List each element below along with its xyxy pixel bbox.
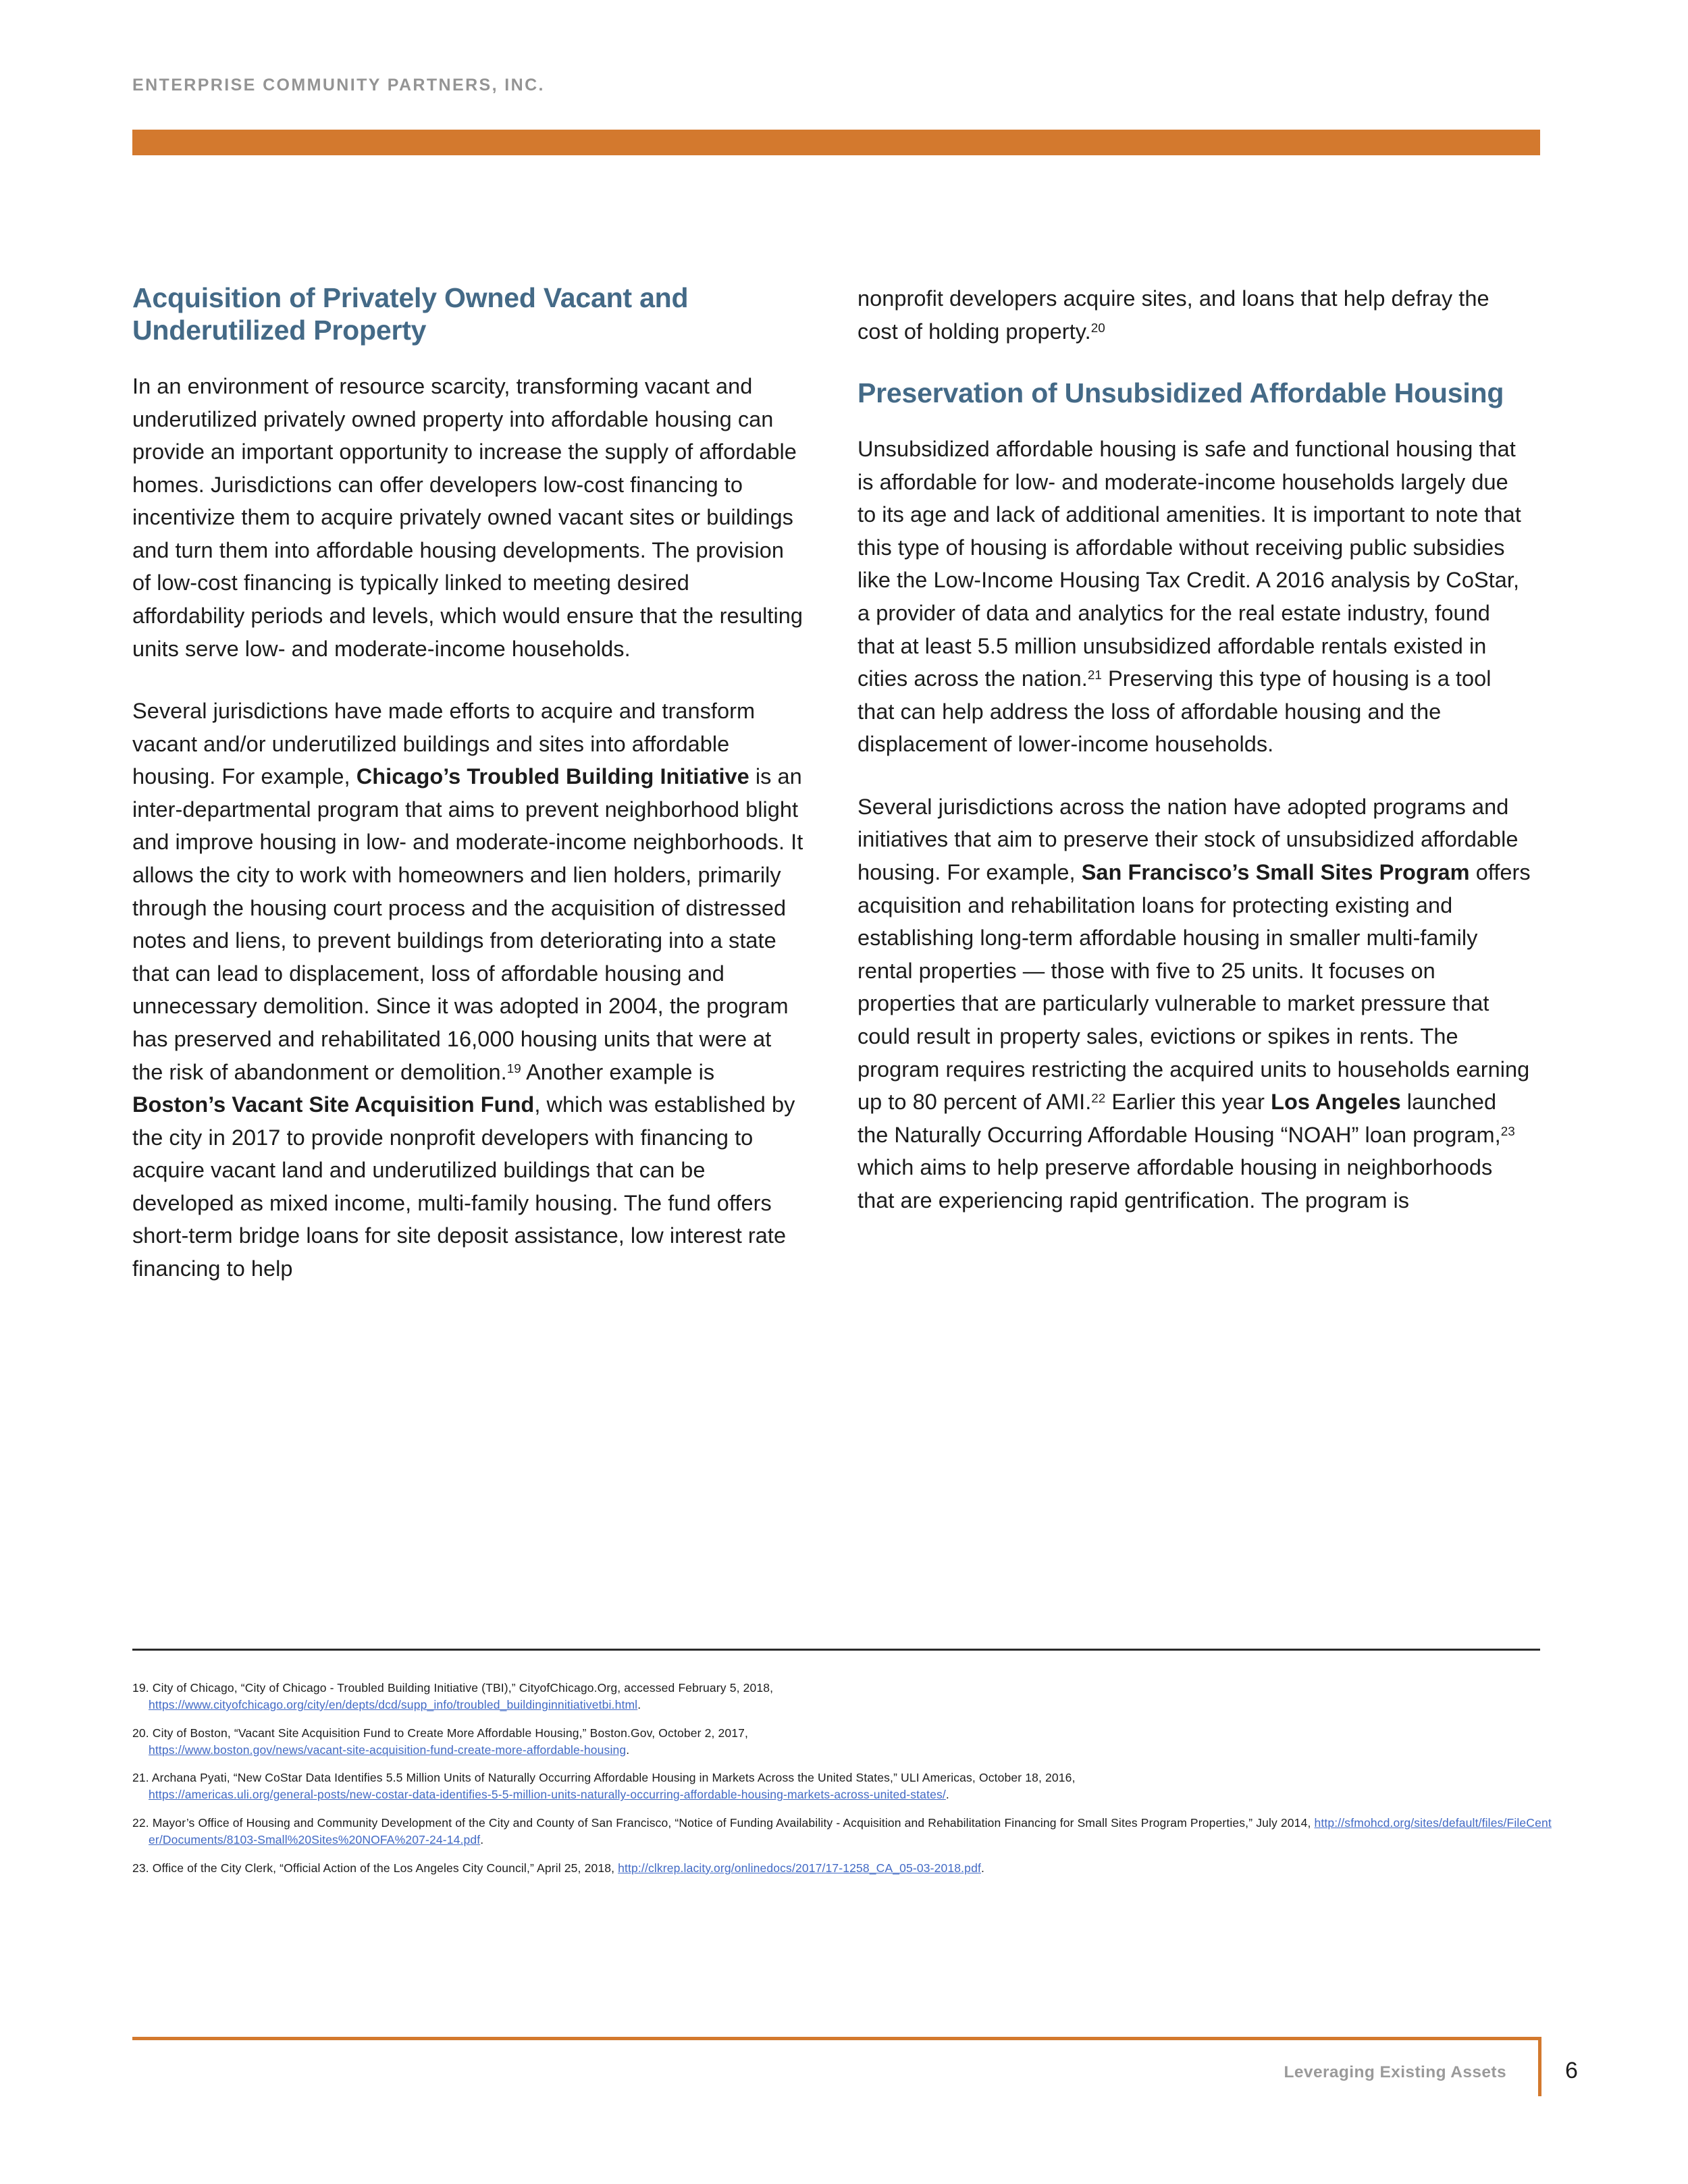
left-p2-bold-chicago: Chicago’s Troubled Building Initiative bbox=[356, 764, 749, 789]
left-p2-text-3: Another example is bbox=[521, 1059, 715, 1084]
footnote-url-suffix: . bbox=[626, 1742, 630, 1757]
right-paragraph-1 bbox=[858, 282, 1533, 348]
footnote-23 bbox=[132, 1860, 1557, 1877]
right-paragraph-3 bbox=[858, 791, 1533, 1217]
left-p2-text-2: is an inter-departmental program that aims to prevent neighborhood blight and improve housing in low- and moderate-income neighborhoods. It allows the city to work with homeowners and lien holders, primarily through the housing court process and the acquisition of distressed notes and liens, to prevent buildings from deteriorating into a state that can lead to displacement, loss of affordable housing and unnecessary demolition. Since it was adopted in 2004, the program has preserved and rehabilitated 16,000 housing units that were at the risk of abandonment or demolition. bbox=[132, 764, 803, 1084]
footnote-ref-22: 22 bbox=[1091, 1091, 1106, 1106]
footnote-url-line bbox=[149, 1742, 1557, 1759]
footnotes-list bbox=[132, 1680, 1557, 1888]
footnotes-separator-rule bbox=[132, 1649, 1540, 1651]
footer-section-label: Leveraging Existing Assets bbox=[1284, 2063, 1506, 2081]
footnote-20 bbox=[132, 1725, 1557, 1759]
footnote-url-suffix: . bbox=[945, 1788, 949, 1802]
left-p2-text-4: , which was established by the city in 2017 to provide nonprofit developers with financing to acquire vacant land and underutilized buildings that can be developed as mixed income, multi-family housing. The fund offers short-term bridge loans for site deposit assistance, low interest rate financing to help bbox=[132, 1092, 795, 1281]
footnote-number: 21. bbox=[132, 1771, 152, 1785]
footnote-text: Mayor’s Office of Housing and Community Development of the City and County of San Francisco, “Notice of Funding Availability - Acquisition and Rehabilitation Financing for Small Sites Program Properties,” July 2014, bbox=[152, 1816, 1315, 1830]
footnote-url[interactable]: https://www.cityofchicago.org/city/en/depts/dcd/supp_info/troubled_buildinginnitiativetbi.html bbox=[149, 1697, 638, 1711]
left-p2-bold-boston: Boston’s Vacant Site Acquisition Fund bbox=[132, 1092, 535, 1117]
right-p3-bold-san-francisco: San Francisco’s Small Sites Program bbox=[1081, 860, 1470, 885]
footnote-ref-20: 20 bbox=[1090, 320, 1105, 335]
right-p3-text-1: Several jurisdictions across the nation have adopted programs and initiatives that aim to preserve their stock of unsubsidized affordable housing. For example, bbox=[858, 794, 1519, 885]
right-paragraph-2 bbox=[858, 433, 1533, 761]
left-section-heading: Acquisition of Privately Owned Vacant and Underutilized Property bbox=[132, 282, 689, 346]
footnote-ref-21: 21 bbox=[1087, 668, 1102, 683]
right-section-heading: Preservation of Unsubsidized Affordable Housing bbox=[858, 377, 1504, 409]
footnote-url-suffix: . bbox=[980, 1861, 984, 1875]
footnote-ref-23: 23 bbox=[1500, 1123, 1515, 1138]
page-number: 6 bbox=[1565, 2058, 1578, 2083]
footer-orange-rule bbox=[132, 2037, 1540, 2040]
footnote-text: City of Chicago, “City of Chicago - Troubled Building Initiative (TBI),” CityofChicago.Org, accessed February 5, 2018, bbox=[152, 1681, 774, 1695]
footnote-19 bbox=[132, 1680, 1557, 1713]
footnote-url[interactable]: http://sfmohcd.org/sites/default/files/FileCenter/Documents/8103-Small%20Sites%20NOFA%207-24-14.pdf bbox=[149, 1816, 1552, 1846]
footnote-url-line bbox=[149, 1697, 1557, 1713]
footnote-ref-19: 19 bbox=[506, 1061, 521, 1075]
right-p3-text-2: offers acquisition and rehabilitation loans for protecting existing and establishing long-term affordable housing in smaller multi-family rental properties — those with five to 25 units. It focuses on properties that are particularly vulnerable to market pressure that could result in property sales, evictions or spikes in rents. The program requires restricting the acquired units to households earning up to 80 percent of AMI. bbox=[858, 860, 1531, 1115]
right-p3-text-4: launched the Naturally Occurring Affordable Housing “NOAH” loan program, bbox=[858, 1090, 1501, 1147]
right-p3-text-5: which aims to help preserve affordable housing in neighborhoods that are experiencing rapid gentrification. The program is bbox=[858, 1155, 1493, 1213]
footnote-number: 20. bbox=[132, 1726, 153, 1740]
footnote-text: Archana Pyati, “New CoStar Data Identifies 5.5 Million Units of Naturally Occurring Affordable Housing in Markets Across the United States,” ULI Americas, October 18, 2016, bbox=[151, 1771, 1076, 1785]
right-p1-text: nonprofit developers acquire sites, and loans that help defray the cost of holding property. bbox=[858, 286, 1489, 344]
left-paragraph-1: In an environment of resource scarcity, transforming vacant and underutilized privately owned property into affordable housing can provide an important opportunity to increase the supply of affordable homes. Jurisdictions can offer developers low-cost financing to incentivize them to acquire privately owned vacant sites or buildings and turn them into affordable housing developments. The provision of low-cost financing is typically linked to meeting desired affordability periods and levels, which would ensure that the resulting units serve low- and moderate-income households. bbox=[132, 373, 803, 661]
footnote-url-suffix: . bbox=[637, 1697, 641, 1711]
left-p2-text-1: Several jurisdictions have made efforts to acquire and transform vacant and/or underutilized buildings and sites into affordable housing. For example, bbox=[132, 699, 756, 789]
footnote-number: 23. bbox=[132, 1861, 153, 1875]
left-text-column bbox=[132, 282, 808, 1285]
right-p2-text-1: Unsubsidized affordable housing is safe and functional housing that is affordable for low- and moderate-income households largely due to its age and lack of additional amenities. It is important to note that this type of housing is affordable without receiving public subsidies like the Low-Income Housing Tax Credit. A 2016 analysis by CoStar, a provider of data and analytics for the real estate industry, found that at least 5.5 million unsubsidized affordable rentals existed in cities across the nation. bbox=[858, 437, 1521, 691]
header-orange-rule bbox=[132, 130, 1540, 155]
right-p2-text-2: Preserving this type of housing is a tool that can help address the loss of affordable housing and the displacement of lower-income households. bbox=[858, 666, 1492, 757]
footer-orange-divider bbox=[1538, 2037, 1541, 2096]
footnote-number: 19. bbox=[132, 1681, 153, 1695]
footnote-url[interactable]: http://clkrep.lacity.org/onlinedocs/2017/17-1258_CA_05-03-2018.pdf bbox=[618, 1861, 981, 1875]
footnote-url[interactable]: https://americas.uli.org/general-posts/new-costar-data-identifies-5-5-million-units-naturally-occurring-affordable-housing-markets-across-united-states/ bbox=[149, 1788, 946, 1802]
left-paragraph-2 bbox=[132, 695, 808, 1285]
footnote-22 bbox=[132, 1815, 1557, 1848]
right-p3-bold-los-angeles: Los Angeles bbox=[1271, 1090, 1401, 1115]
footnote-text: Office of the City Clerk, “Official Action of the Los Angeles City Council,” April 25, 2018, bbox=[152, 1861, 618, 1875]
right-p3-text-3: Earlier this year bbox=[1105, 1090, 1271, 1115]
footnote-21 bbox=[132, 1769, 1557, 1803]
header-organization-name: ENTERPRISE COMMUNITY PARTNERS, INC. bbox=[132, 76, 545, 95]
footnote-url-line bbox=[149, 1786, 1557, 1803]
footnote-number: 22. bbox=[132, 1816, 153, 1830]
footnote-text: City of Boston, “Vacant Site Acquisition Fund to Create More Affordable Housing,” Boston.Gov, October 2, 2017, bbox=[152, 1726, 749, 1740]
footnote-url[interactable]: https://www.boston.gov/news/vacant-site-acquisition-fund-create-more-affordable-housing bbox=[149, 1742, 627, 1757]
right-text-column bbox=[858, 282, 1533, 1217]
footnote-url-suffix: . bbox=[480, 1832, 484, 1846]
